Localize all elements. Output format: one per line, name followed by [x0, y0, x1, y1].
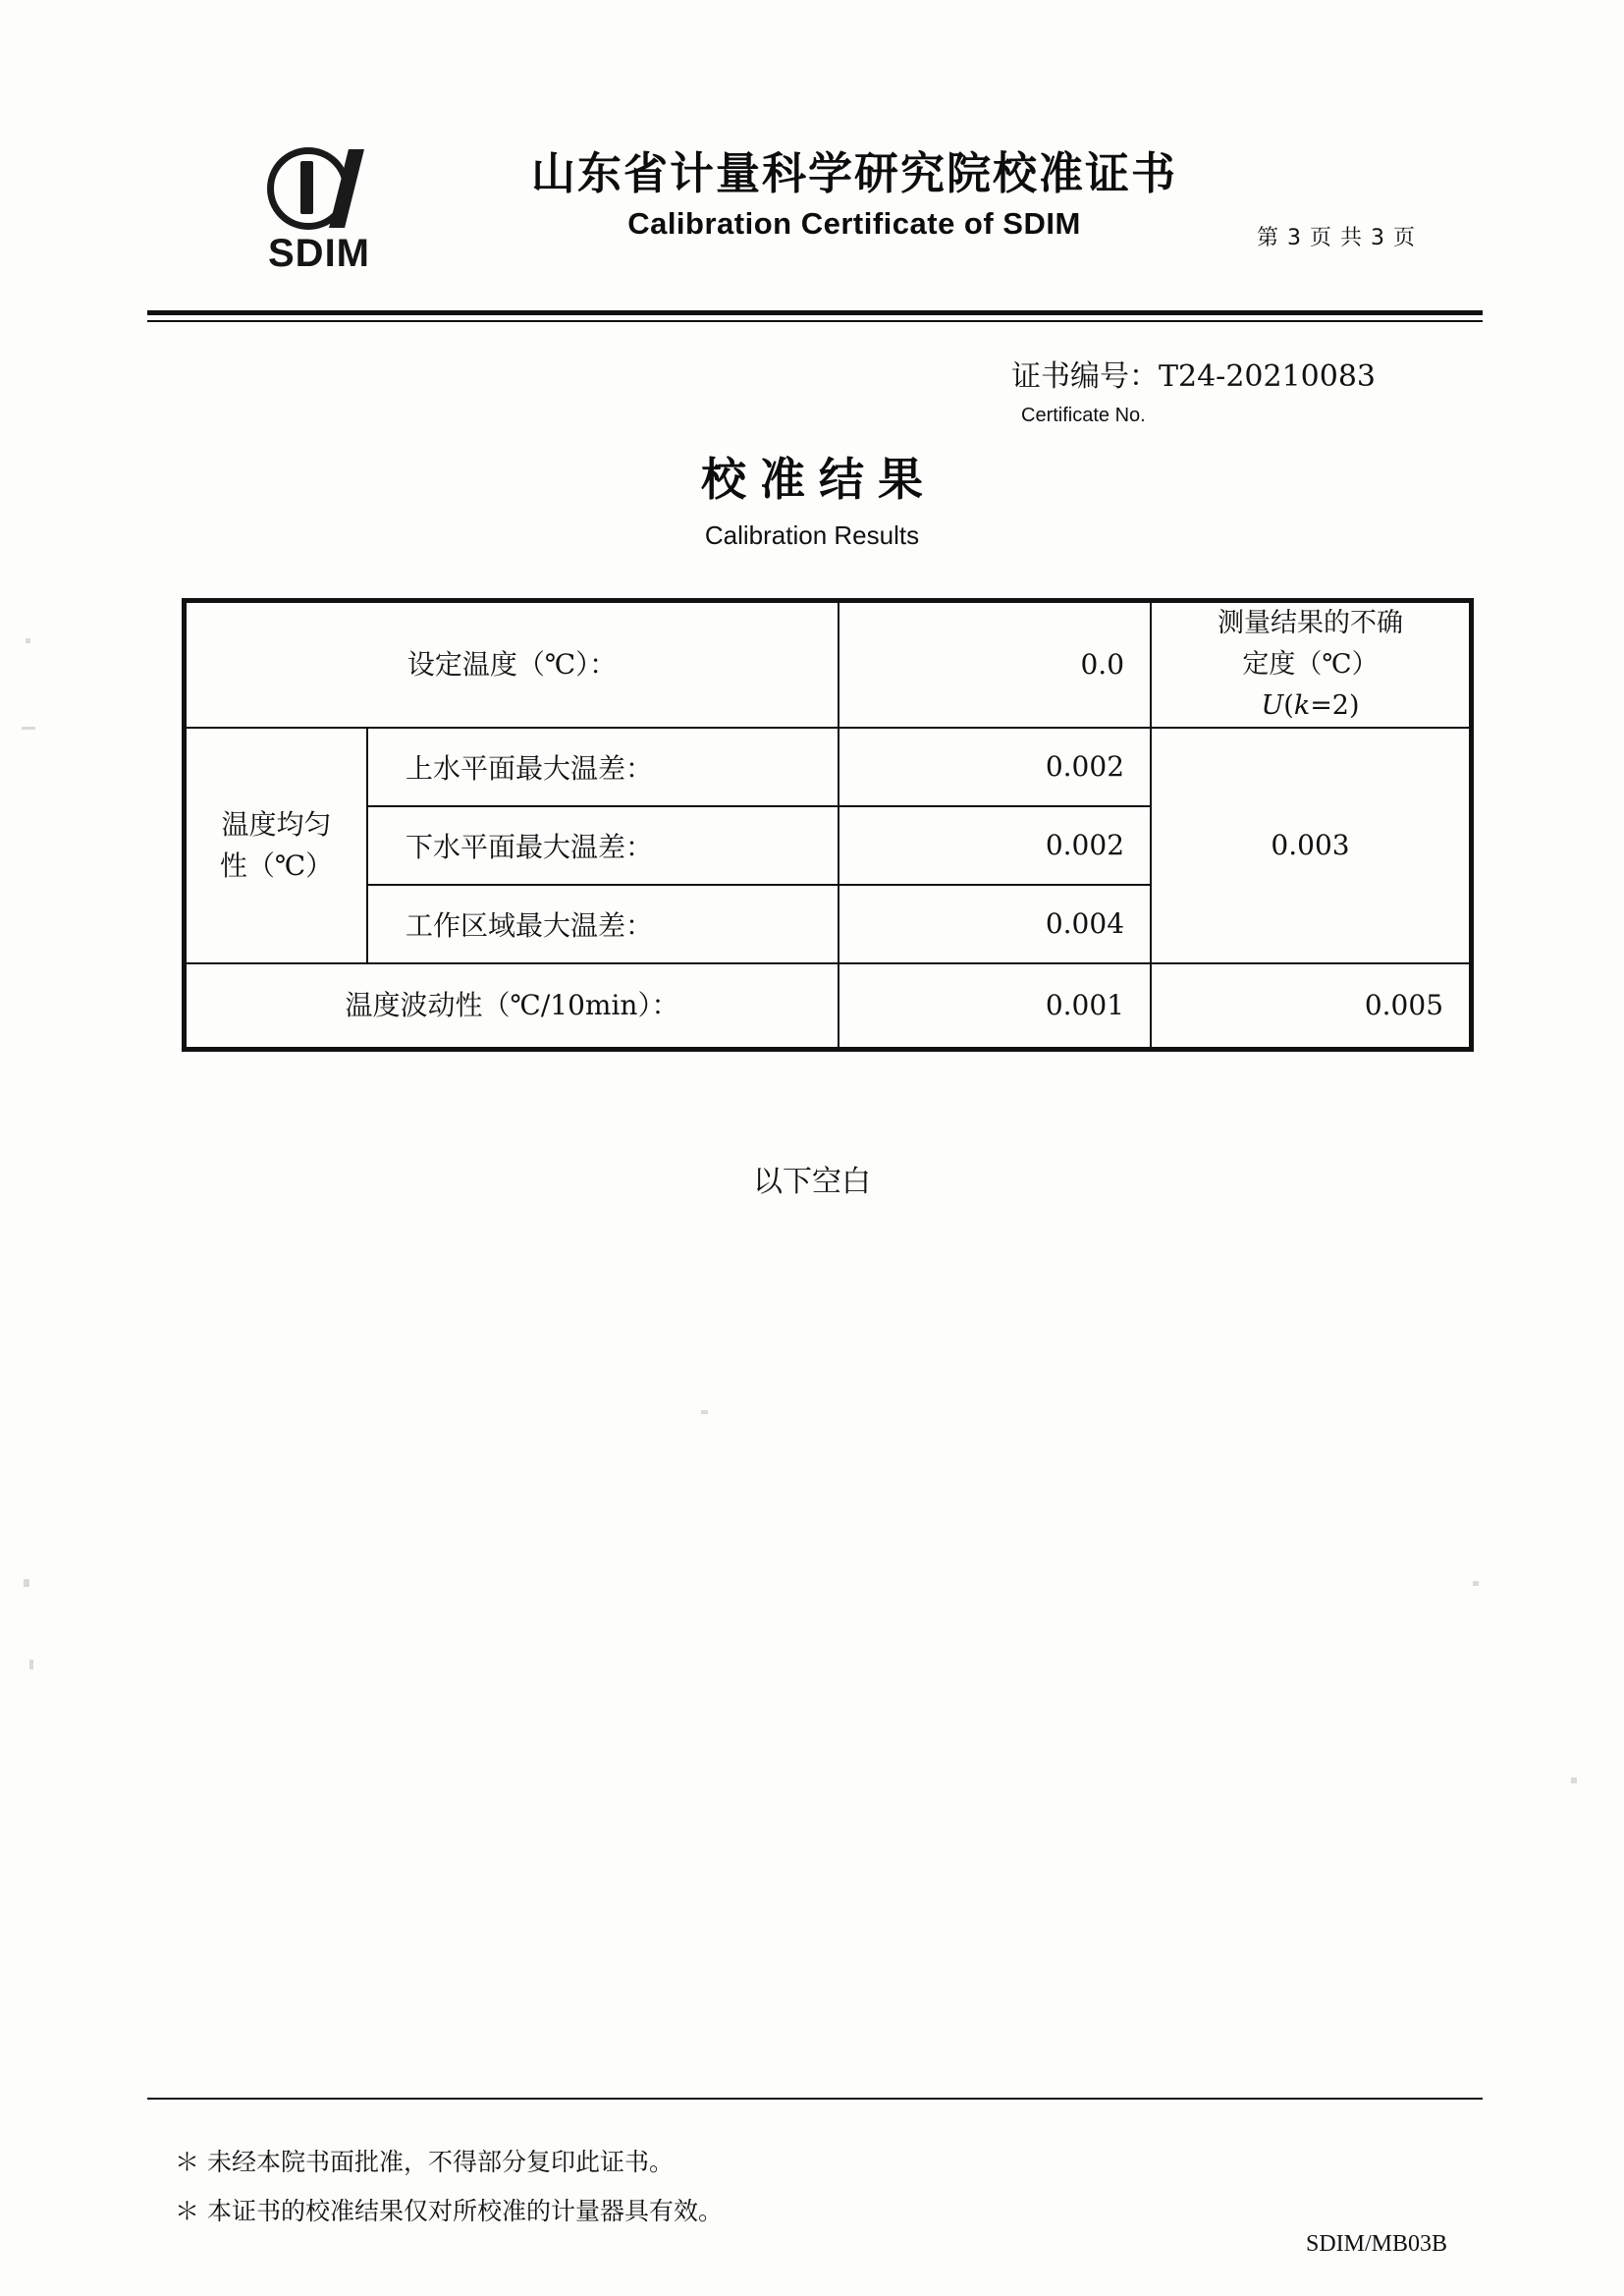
logo-bar-icon — [300, 161, 313, 214]
certificate-number-label: 证书编号： — [1011, 359, 1159, 394]
page-title-cn: 山东省计量科学研究院校准证书 — [530, 147, 1177, 199]
set-temperature-value: 0.0 — [839, 602, 1151, 728]
uncertainty-k-value: =2) — [1310, 689, 1360, 721]
uncertainty-header-line1: 测量结果的不确 — [1218, 608, 1404, 638]
lower-plane-value: 0.002 — [839, 806, 1151, 885]
fluctuation-label: 温度波动性（℃/10min）： — [186, 963, 839, 1048]
scan-speck — [22, 727, 35, 730]
uniformity-group-label-line2: 性（℃） — [219, 848, 334, 882]
upper-plane-label: 上水平面最大温差： — [367, 728, 839, 806]
working-zone-label: 工作区域最大温差： — [367, 885, 839, 963]
scan-speck — [1571, 1777, 1577, 1783]
certificate-number-value: T24-20210083 — [1159, 359, 1377, 394]
uncertainty-header-line2: 定度（℃） — [1242, 648, 1379, 680]
uncertainty-header-line3 — [1152, 685, 1469, 727]
lower-plane-label: 下水平面最大温差： — [367, 806, 839, 885]
page-title-en: Calibration Certificate of SDIM — [627, 206, 1081, 241]
footer-form-code: SDIM/MB03B — [1306, 2231, 1448, 2257]
blank-below-note: 以下空白 — [753, 1165, 871, 1199]
fluctuation-value: 0.001 — [839, 963, 1151, 1048]
table-row — [186, 963, 1470, 1048]
section-title-cn: 校准结果 — [701, 453, 937, 506]
scan-speck — [1473, 1581, 1479, 1586]
fluctuation-uncertainty-value: 0.005 — [1151, 963, 1470, 1048]
upper-plane-value: 0.002 — [839, 728, 1151, 806]
uniformity-uncertainty-value: 0.003 — [1151, 728, 1470, 963]
set-temperature-label: 设定温度（℃）： — [186, 602, 839, 728]
uncertainty-k-symbol: k — [1293, 689, 1311, 721]
uncertainty-paren-open: ( — [1283, 689, 1294, 721]
footer-rule — [147, 2098, 1483, 2100]
header-rule-thick — [147, 310, 1483, 315]
calibration-results-table — [185, 601, 1469, 1049]
uncertainty-symbol: U — [1261, 689, 1284, 721]
uniformity-group-label — [186, 728, 367, 963]
certificate-number-label-en: Certificate No. — [1021, 405, 1146, 426]
logo-text: SDIM — [268, 232, 370, 275]
table-row — [186, 728, 1470, 806]
scan-speck — [29, 1660, 33, 1669]
section-title-en: Calibration Results — [704, 520, 920, 550]
footer-note-1: ＊ 未经本院书面批准，不得部分复印此证书。 — [175, 2148, 674, 2176]
document-header — [147, 137, 1483, 314]
certificate-number-line — [1011, 352, 1376, 395]
header-rule-thin — [147, 320, 1483, 322]
scan-speck — [26, 638, 30, 643]
scan-speck — [24, 1579, 29, 1587]
uniformity-group-label-line1: 温度均匀 — [221, 807, 332, 841]
table-row — [186, 602, 1470, 728]
sdim-logo — [245, 147, 393, 285]
footer-note-2: ＊ 本证书的校准结果仅对所校准的计量器具有效。 — [175, 2197, 723, 2225]
page-number: 第 3 页 共 3 页 — [1257, 226, 1416, 250]
uncertainty-header — [1151, 602, 1470, 728]
scan-speck — [701, 1410, 708, 1414]
working-zone-value: 0.004 — [839, 885, 1151, 963]
